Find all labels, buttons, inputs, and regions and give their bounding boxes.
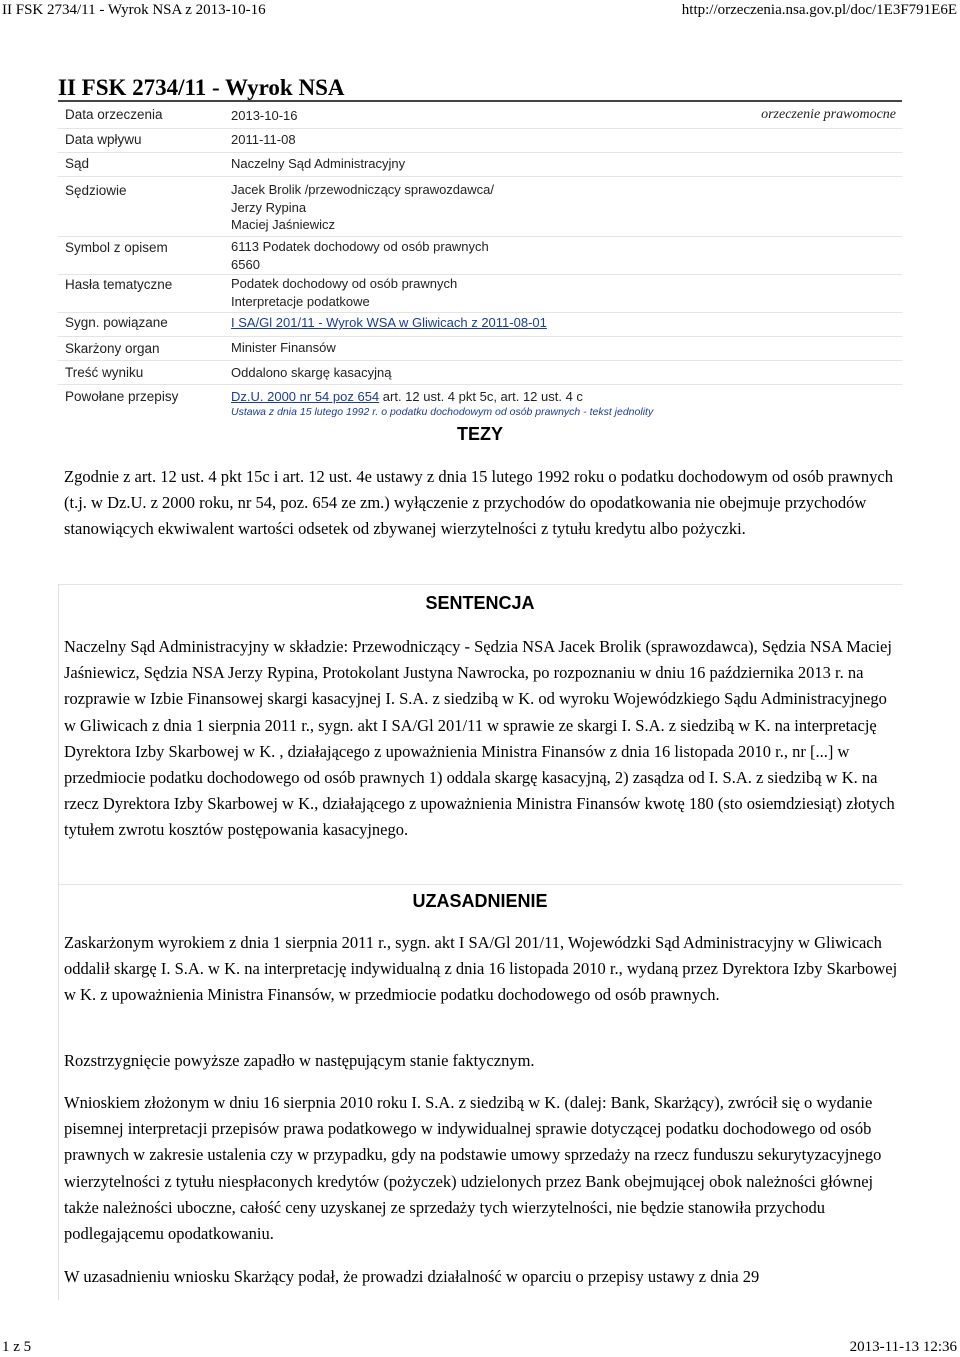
- tezy-heading: TEZY: [456, 424, 503, 444]
- meta-label: Skarżony organ: [65, 341, 160, 356]
- meta-row-judges: [58, 176, 902, 237]
- meta-row-date: [58, 102, 902, 129]
- print-header-url: http://orzeczenia.nsa.gov.pl/doc/1E3F791E6E: [681, 2, 957, 18]
- metadata-table: [58, 100, 902, 418]
- symbol-line: 6560: [231, 257, 260, 272]
- judge-line: Jacek Brolik /przewodniczący sprawozdawca/: [231, 182, 494, 197]
- meta-value: Minister Finansów: [231, 340, 336, 355]
- uzasadnienie-paragraph: Wnioskiem złożonym w dniu 16 sierpnia 2010 roku I. S.A. z siedzibą w K. (dalej: Bank, Skarżący), zwrócił się o wydanie pisemnej interpretacji przepisów prawa podatkowego w indywidualnej sprawie dotyczącej podatku dochodowego od osób prawnych w zakresie ustalenia czy w przypadku, gdy na podstawie umowy sprzedaży na rzecz funduszu sekurytyzacyjnego wierzytelności z tytułu niespłaconych kredytów (pożyczek) udzielonych przez Bank obejmującej obok należności głównej także należności uboczne, całość ceny uzyskanej ze sprzedaży tych wierzytelności, nie będzie stanowiła przychodu podlegającemu opodatkowaniu.: [64, 1093, 882, 1244]
- meta-row-symbol: [58, 236, 902, 275]
- tezy-section: [58, 458, 902, 583]
- uzasadnienie-paragraph: Rozstrzygnięcie powyższe zapadło w następującym stanie faktycznym.: [64, 1051, 535, 1070]
- page-number: 1 z 5: [2, 1339, 32, 1355]
- meta-label: Treść wyniku: [65, 365, 144, 380]
- meta-value: Naczelny Sąd Administracyjny: [231, 156, 406, 171]
- uzasadnienie-paragraph: W uzasadnieniu wniosku Skarżący podał, że prowadzi działalność w oparciu o przepisy ustawy z dnia 29: [64, 1267, 760, 1286]
- meta-row-organ: [58, 336, 902, 361]
- meta-value: 2011-11-08: [231, 132, 296, 147]
- uzasadnienie-heading: UZASADNIENIE: [412, 891, 548, 911]
- related-case-link[interactable]: I SA/Gl 201/11 - Wyrok WSA w Gliwicach z 2011-08-01: [231, 315, 547, 330]
- meta-label: Sędziowie: [65, 183, 127, 198]
- symbol-line: 6113 Podatek dochodowy od osób prawnych: [231, 239, 489, 254]
- judge-line: Jerzy Rypina: [231, 199, 307, 215]
- meta-value: Oddalono skargę kasacyjną: [231, 365, 392, 380]
- page-title: II FSK 2734/11 - Wyrok NSA: [58, 75, 345, 100]
- provision-act-title: Ustawa z dnia 15 lutego 1992 r. o podatku dochodowym od osób prawnych - tekst jednolity: [231, 406, 654, 418]
- meta-label: Symbol z opisem: [65, 240, 168, 255]
- meta-row-keywords: [58, 274, 902, 313]
- meta-value: 2013-10-16: [231, 108, 298, 123]
- print-header-title: II FSK 2734/11 - Wyrok NSA z 2013-10-16: [2, 2, 266, 18]
- print-timestamp: 2013-11-13 12:36: [849, 1339, 957, 1355]
- uzasadnienie-paragraph: Zaskarżonym wyrokiem z dnia 1 sierpnia 2011 r., sygn. akt I SA/Gl 201/11, Wojewódzki Sąd Administracyjny w Gliwicach oddalił skargę I. S.A. w K. na interpretację indywidualną z dnia 16 listopada 2010 r., wydaną przez Dyrektora Izby Skarbowej w K. z upoważnienia Ministra Finansów, w przedmiocie podatku dochodowego od osób prawnych.: [64, 933, 898, 1005]
- meta-row-received: [58, 128, 902, 153]
- meta-label: Data wpływu: [65, 132, 142, 147]
- meta-row-related: [58, 312, 902, 337]
- meta-row-result: [58, 360, 902, 385]
- meta-label: Sąd: [65, 156, 90, 171]
- keyword-line: Interpretacje podatkowe: [231, 294, 370, 309]
- provision-link[interactable]: Dz.U. 2000 nr 54 poz 654: [231, 389, 380, 404]
- meta-label: Powołane przepisy: [65, 389, 179, 404]
- sentencja-section: [58, 584, 902, 884]
- provision-articles: art. 12 ust. 4 pkt 5c, art. 12 ust. 4 c: [379, 389, 583, 404]
- meta-value-judges: [231, 181, 494, 234]
- uzasadnienie-section: [58, 884, 902, 1300]
- judge-line: Maciej Jaśniewicz: [231, 217, 336, 232]
- sentencja-text: Naczelny Sąd Administracyjny w składzie: Przewodniczący - Sędzia NSA Jacek Brolik (sprawozdawca), Sędzia NSA Maciej Jaśniewicz, Sędzia NSA Jerzy Rypina, Protokolant Justyna Nawrocka, po rozpoznaniu w dniu 16 października 2013 r. na rozprawie w Izbie Finansowej skargi kasacyjnej I. S.A. z siedzibą w K. od wyroku Wojewódzkiego Sądu Administracyjnego w Gliwicach z dnia 1 sierpnia 2011 r., sygn. akt I SA/Gl 201/11 w sprawie ze skargi I. S.A. z siedzibą w K. na interpretację Dyrektora Izby Skarbowej w K. , działającego z upoważnienia Ministra Finansów z dnia 16 listopada 2010 r., nr [...] w przedmiocie podatku dochodowego od osób prawnych 1) oddala skargę kasacyjną, 2) zasądza od I. S.A. z siedzibą w K. na rzecz Dyrektora Izby Skarbowej w K., działającego z upoważnienia Ministra Finansów kwotę 180 (sto osiemdziesiąt) złotych tytułem zwrotu kosztów postępowania kasacyjnego.: [64, 637, 895, 840]
- meta-value-keywords: [231, 275, 457, 311]
- keyword-line: Podatek dochodowy od osób prawnych: [231, 276, 458, 291]
- meta-label: Data orzeczenia: [65, 107, 163, 122]
- meta-value-symbol: [231, 238, 489, 274]
- tezy-text: Zgodnie z art. 12 ust. 4 pkt 15c i art. 12 ust. 4e ustawy z dnia 15 lutego 1992 roku o podatku dochodowym od osób prawnych (t.j. w Dz.U. z 2000 roku, nr 54, poz. 654 ze zm.) wyłączenie z przychodów do opodatkowania nie obejmuje przychodów stanowiących ekwiwalent wartości odsetek od zbywanej wierzytelności z tytułu kredytu albo pożyczki.: [64, 467, 893, 539]
- status-badge: orzeczenie prawomocne: [761, 107, 896, 122]
- meta-label: Hasła tematyczne: [65, 277, 173, 292]
- meta-label: Sygn. powiązane: [65, 315, 168, 330]
- sentencja-heading: SENTENCJA: [425, 593, 535, 613]
- meta-row-provisions: [58, 384, 902, 418]
- meta-row-court: [58, 152, 902, 177]
